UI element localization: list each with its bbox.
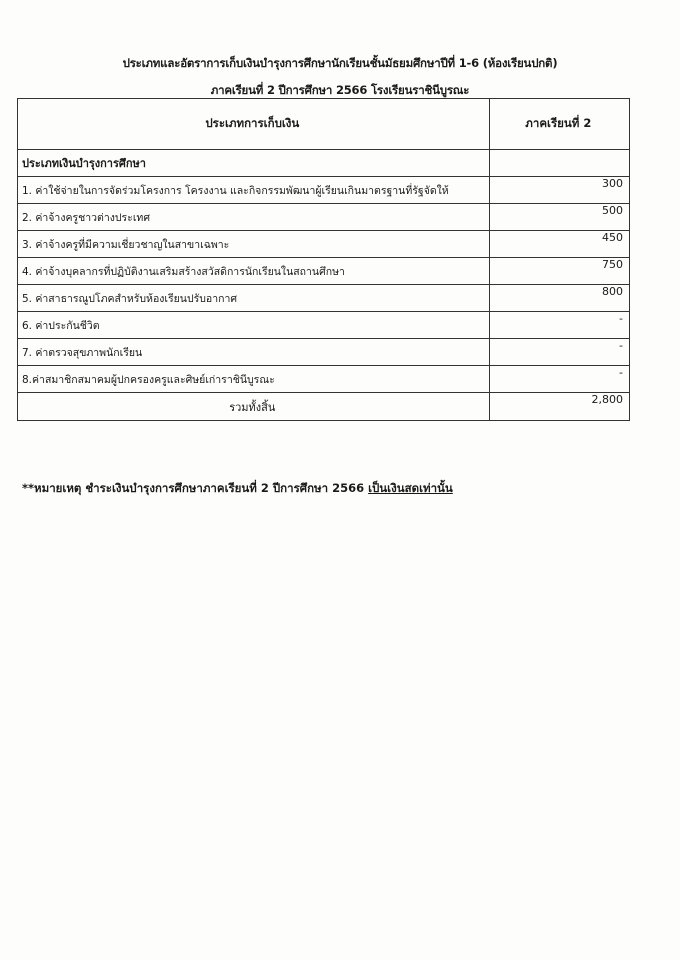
fee-name: 7. ค่าตรวจสุขภาพนักเรียน [18, 339, 490, 366]
table-row [18, 285, 630, 312]
fee-table [17, 98, 630, 421]
section-label: ประเภทเงินบำรุงการศึกษา [18, 150, 490, 177]
fee-amount: 500 [489, 204, 629, 231]
table-row [18, 339, 630, 366]
table-row [18, 231, 630, 258]
total-amount: 2,800 [489, 393, 629, 421]
note-text: **หมายเหตุ ชำระเงินบำรุงการศึกษาภาคเรียนที่ 2 ปีการศึกษา 2566 [22, 481, 369, 495]
column-header-term: ภาคเรียนที่ 2 [489, 99, 629, 150]
fee-name: 8.ค่าสมาชิกสมาคมผู้ปกครองครูและศิษย์เก่าราชินีบูรณะ [18, 366, 490, 393]
table-row [18, 204, 630, 231]
section-empty-cell [489, 150, 629, 177]
fee-amount: 450 [489, 231, 629, 258]
section-row [18, 150, 630, 177]
payment-note [22, 480, 453, 498]
total-row [18, 393, 630, 421]
fee-name: 3. ค่าจ้างครูที่มีความเชี่ยวชาญในสาขาเฉพาะ [18, 231, 490, 258]
fee-name: 4. ค่าจ้างบุคลากรที่ปฏิบัติงานเสริมสร้างสวัสดิการนักเรียนในสถานศึกษา [18, 258, 490, 285]
fee-amount: - [489, 312, 629, 339]
table-row [18, 366, 630, 393]
table-row [18, 312, 630, 339]
table-row [18, 177, 630, 204]
fee-name: 2. ค่าจ้างครูชาวต่างประเทศ [18, 204, 490, 231]
document-subtitle: ภาคเรียนที่ 2 ปีการศึกษา 2566 โรงเรียนราชินีบูรณะ [210, 83, 470, 97]
fee-amount: - [489, 339, 629, 366]
total-label: รวมทั้งสิ้น [18, 393, 490, 421]
fee-name: 6. ค่าประกันชีวิต [18, 312, 490, 339]
fee-amount: - [489, 366, 629, 393]
fee-amount: 750 [489, 258, 629, 285]
note-emphasis: เป็นเงินสดเท่านั้น [368, 481, 453, 495]
fee-name: 1. ค่าใช้จ่ายในการจัดร่วมโครงการ โครงงาน และกิจกรรมพัฒนาผู้เรียนเกินมาตรฐานที่รัฐจัดให้ [18, 177, 490, 204]
fee-amount: 800 [489, 285, 629, 312]
fee-amount: 300 [489, 177, 629, 204]
table-row [18, 258, 630, 285]
column-header-fee-type: ประเภทการเก็บเงิน [18, 99, 490, 150]
fee-name: 5. ค่าสาธารณูปโภคสำหรับห้องเรียนปรับอากาศ [18, 285, 490, 312]
table-header-row [18, 99, 630, 150]
document-title: ประเภทและอัตราการเก็บเงินบำรุงการศึกษานักเรียนชั้นมัธยมศึกษาปีที่ 1-6 (ห้องเรียนปกติ) [122, 56, 558, 70]
